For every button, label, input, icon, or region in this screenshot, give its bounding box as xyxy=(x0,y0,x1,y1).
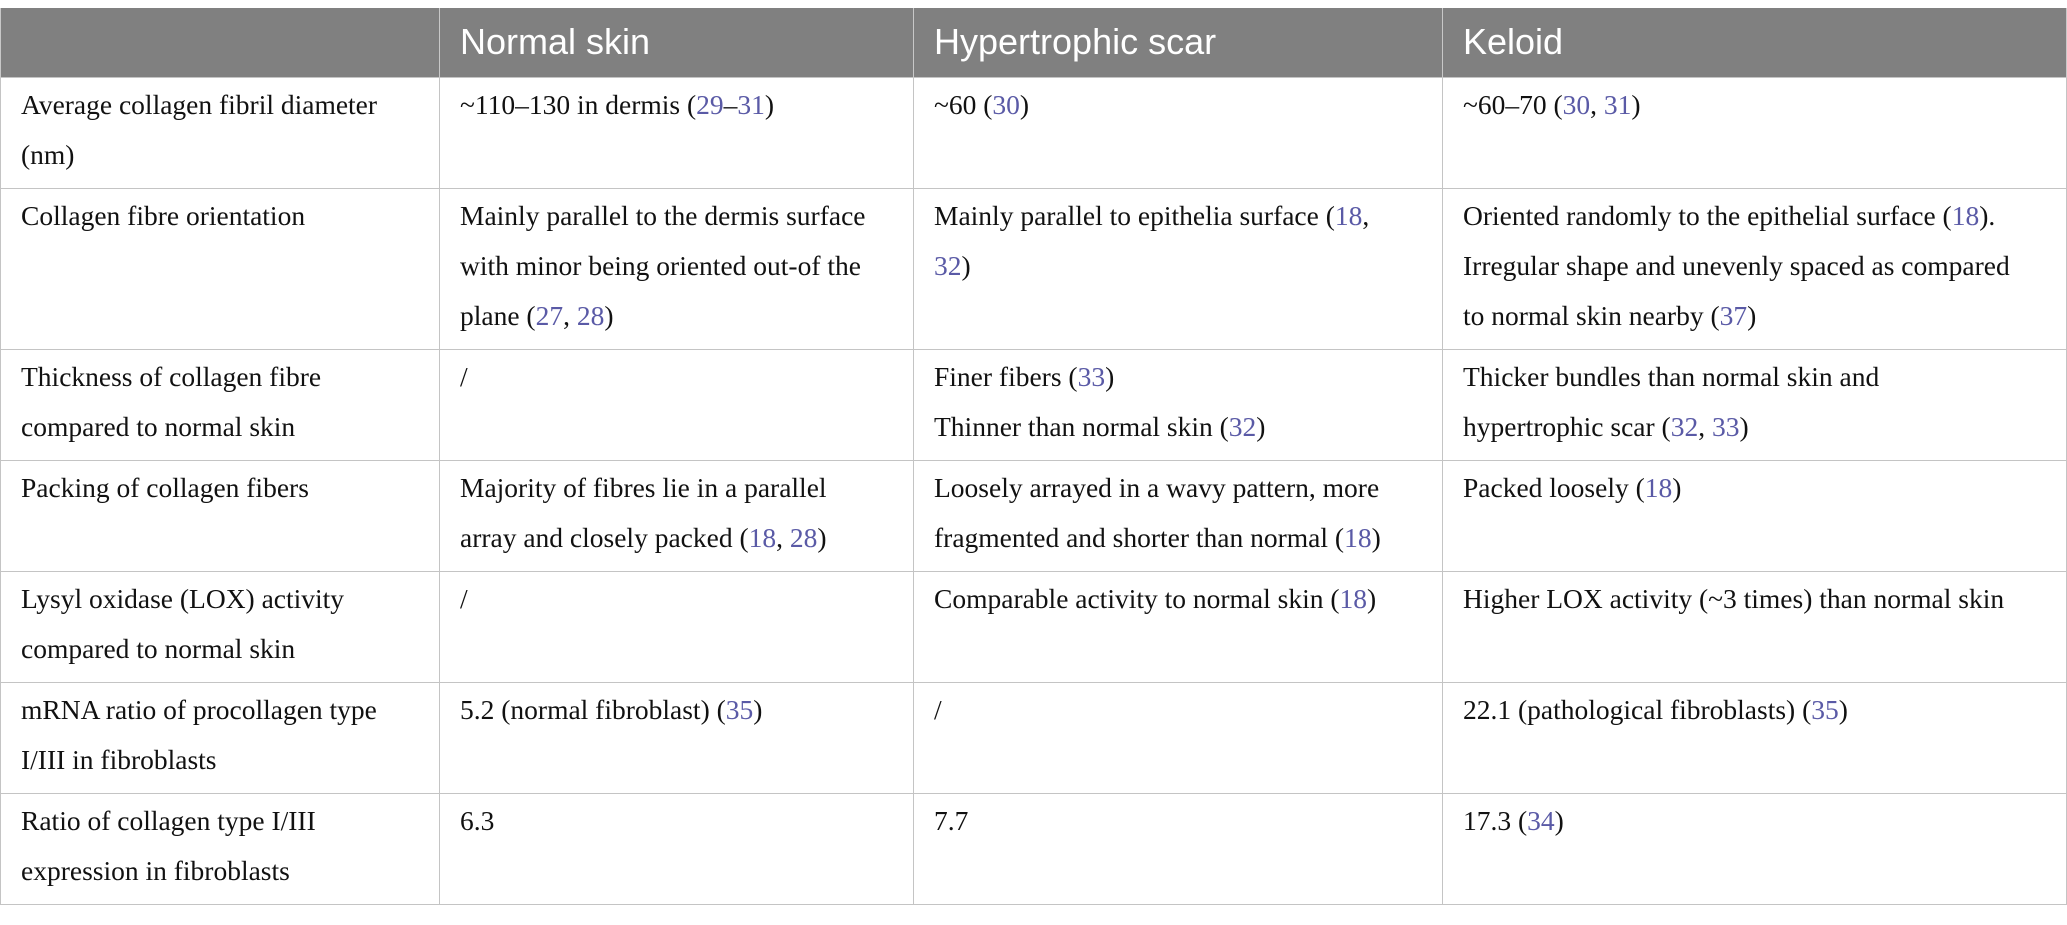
reference-link[interactable]: 35 xyxy=(1811,693,1839,725)
cell-text: 22.1 (pathological fibroblasts) ( xyxy=(1463,693,1812,725)
cell-text: 7.7 xyxy=(934,804,969,836)
cell-text: ) xyxy=(1371,521,1381,553)
table-row xyxy=(1,188,2067,349)
table-row xyxy=(1,77,2067,188)
cell-text: to normal skin nearby ( xyxy=(1463,299,1720,331)
cell-text: Majority of fibres lie in a parallel xyxy=(460,471,827,503)
cell-line xyxy=(934,513,1422,563)
reference-link[interactable]: 28 xyxy=(789,521,818,553)
reference-link[interactable]: 32 xyxy=(934,249,962,281)
reference-link[interactable]: 27 xyxy=(535,299,564,331)
cell-line: mRNA ratio of procollagen type xyxy=(21,693,377,725)
cell-text: Finer fibers ( xyxy=(934,360,1078,392)
cell-text: / xyxy=(934,693,942,725)
cell-text: Higher LOX activity (~3 times) than normal skin xyxy=(1463,582,2005,614)
cell-hypertrophic xyxy=(914,349,1443,460)
reference-link[interactable]: 32 xyxy=(1228,410,1257,442)
cell-text: 5.2 (normal fibroblast) ( xyxy=(460,693,726,725)
comparison-table xyxy=(0,8,2067,905)
cell-normal xyxy=(440,793,914,904)
reference-link[interactable]: 18 xyxy=(1344,521,1372,553)
cell-keloid xyxy=(1443,188,2067,349)
cell-text: Packed loosely ( xyxy=(1463,471,1645,503)
cell-line: compared to normal skin xyxy=(21,410,296,442)
cell-normal xyxy=(440,188,914,349)
cell-text: Comparable activity to normal skin ( xyxy=(934,582,1340,614)
cell-line xyxy=(1463,80,2046,130)
header-keloid: Keloid xyxy=(1443,8,2067,77)
table-row xyxy=(1,682,2067,793)
cell-text: plane ( xyxy=(460,299,536,331)
cell-text: , xyxy=(776,521,790,553)
cell-property xyxy=(1,349,440,460)
header-row xyxy=(1,8,2067,77)
cell-line: (nm) xyxy=(21,138,75,170)
cell-keloid xyxy=(1443,349,2067,460)
cell-line: Ratio of collagen type I/III xyxy=(21,804,316,836)
cell-text: ) xyxy=(764,88,775,120)
table-body xyxy=(1,77,2067,904)
reference-link[interactable]: 18 xyxy=(1334,199,1363,231)
cell-line xyxy=(460,352,893,402)
cell-text: ) xyxy=(1367,582,1377,614)
cell-text: , xyxy=(1362,199,1370,231)
cell-text: Thinner than normal skin ( xyxy=(934,410,1229,442)
cell-text: 17.3 ( xyxy=(1463,804,1528,836)
cell-text: ) xyxy=(753,693,763,725)
cell-text: hypertrophic scar ( xyxy=(1463,410,1671,442)
cell-keloid xyxy=(1443,77,2067,188)
cell-line xyxy=(934,574,1422,624)
cell-hypertrophic xyxy=(914,682,1443,793)
cell-normal xyxy=(440,682,914,793)
cell-text: , xyxy=(563,299,577,331)
cell-text: ) xyxy=(1672,471,1682,503)
cell-text: ) xyxy=(1838,693,1848,725)
cell-line: Average collagen fibril diameter xyxy=(21,88,378,120)
cell-text: ) xyxy=(817,521,827,553)
cell-text: ). xyxy=(1979,199,1996,231)
cell-line xyxy=(460,291,893,341)
cell-line xyxy=(934,463,1422,513)
cell-text: Loosely arrayed in a wavy pattern, more xyxy=(934,471,1380,503)
cell-text: ) xyxy=(1739,410,1749,442)
reference-link[interactable]: 31 xyxy=(737,88,765,120)
cell-text: ~60–70 ( xyxy=(1463,88,1563,120)
cell-text: ) xyxy=(1631,88,1641,120)
reference-link[interactable]: 29 xyxy=(696,88,724,120)
cell-normal xyxy=(440,349,914,460)
reference-link[interactable]: 28 xyxy=(576,299,605,331)
table-row xyxy=(1,349,2067,460)
cell-normal xyxy=(440,460,914,571)
reference-link[interactable]: 37 xyxy=(1719,299,1748,331)
reference-link[interactable]: 18 xyxy=(748,521,777,553)
cell-text: – xyxy=(723,88,738,120)
cell-line xyxy=(1463,574,2046,624)
cell-line xyxy=(460,574,893,624)
reference-link[interactable]: 33 xyxy=(1711,410,1740,442)
reference-link[interactable]: 30 xyxy=(1562,88,1591,120)
cell-line xyxy=(1463,191,2046,241)
cell-property xyxy=(1,571,440,682)
cell-line: expression in fibroblasts xyxy=(21,854,290,886)
cell-text: ) xyxy=(1105,360,1115,392)
cell-hypertrophic xyxy=(914,793,1443,904)
cell-property xyxy=(1,460,440,571)
table-row xyxy=(1,571,2067,682)
cell-keloid xyxy=(1443,793,2067,904)
cell-normal xyxy=(440,571,914,682)
cell-line xyxy=(1463,685,2046,735)
cell-property xyxy=(1,793,440,904)
cell-text: 6.3 xyxy=(460,804,495,836)
cell-keloid xyxy=(1443,571,2067,682)
cell-line xyxy=(460,685,893,735)
cell-line xyxy=(1463,241,2046,291)
cell-text: ) xyxy=(1747,299,1757,331)
cell-line xyxy=(1463,796,2046,846)
cell-text: Mainly parallel to the dermis surface xyxy=(460,199,866,231)
cell-line: Packing of collagen fibers xyxy=(21,471,309,503)
cell-text: / xyxy=(460,582,468,614)
cell-line xyxy=(460,796,893,846)
cell-text: ) xyxy=(1019,88,1030,120)
cell-hypertrophic xyxy=(914,77,1443,188)
table-row xyxy=(1,460,2067,571)
reference-link[interactable]: 31 xyxy=(1603,88,1632,120)
cell-hypertrophic xyxy=(914,571,1443,682)
cell-text: ) xyxy=(961,249,971,281)
cell-normal xyxy=(440,77,914,188)
cell-hypertrophic xyxy=(914,460,1443,571)
cell-line xyxy=(934,685,1422,735)
cell-line xyxy=(1463,463,2046,513)
cell-property xyxy=(1,77,440,188)
cell-line xyxy=(460,463,893,513)
cell-text: array and closely packed ( xyxy=(460,521,749,553)
cell-property xyxy=(1,188,440,349)
reference-link[interactable]: 18 xyxy=(1339,582,1368,614)
cell-line xyxy=(1463,402,2046,452)
cell-text: ~110–130 in dermis ( xyxy=(460,88,697,120)
cell-hypertrophic xyxy=(914,188,1443,349)
cell-property xyxy=(1,682,440,793)
reference-link[interactable]: 30 xyxy=(992,88,1020,120)
cell-keloid xyxy=(1443,682,2067,793)
cell-line xyxy=(934,80,1422,130)
reference-link[interactable]: 34 xyxy=(1527,804,1555,836)
cell-text: , xyxy=(1590,88,1604,120)
header-property xyxy=(1,8,440,77)
reference-link[interactable]: 18 xyxy=(1951,199,1980,231)
cell-line xyxy=(1463,352,2046,402)
table-row xyxy=(1,793,2067,904)
cell-text: Oriented randomly to the epithelial surface ( xyxy=(1463,199,1952,231)
cell-text: Thicker bundles than normal skin and xyxy=(1463,360,1880,392)
cell-text: , xyxy=(1698,410,1712,442)
cell-line: Thickness of collagen fibre xyxy=(21,360,322,392)
cell-line xyxy=(460,513,893,563)
cell-text: with minor being oriented out-of the xyxy=(460,249,861,281)
cell-line xyxy=(934,191,1422,241)
cell-line xyxy=(460,80,893,130)
cell-text: ) xyxy=(1256,410,1266,442)
cell-text: ) xyxy=(604,299,614,331)
cell-text: / xyxy=(460,360,468,392)
reference-link[interactable]: 33 xyxy=(1077,360,1106,392)
cell-text: Irregular shape and unevenly spaced as compared xyxy=(1463,249,2010,281)
cell-line: Collagen fibre orientation xyxy=(21,199,306,231)
cell-line xyxy=(460,191,893,241)
cell-line xyxy=(934,402,1422,452)
header-hypertrophic-scar: Hypertrophic scar xyxy=(914,8,1443,77)
cell-line: I/III in fibroblasts xyxy=(21,743,217,775)
cell-line xyxy=(934,241,1422,291)
cell-line xyxy=(934,352,1422,402)
cell-text: ~60 ( xyxy=(934,88,993,120)
reference-link[interactable]: 35 xyxy=(725,693,754,725)
cell-line xyxy=(934,796,1422,846)
cell-text: Mainly parallel to epithelia surface ( xyxy=(934,199,1335,231)
header-normal-skin: Normal skin xyxy=(440,8,914,77)
cell-line xyxy=(460,241,893,291)
cell-keloid xyxy=(1443,460,2067,571)
cell-text: ) xyxy=(1554,804,1564,836)
cell-line xyxy=(1463,291,2046,341)
reference-link[interactable]: 18 xyxy=(1644,471,1673,503)
cell-text: fragmented and shorter than normal ( xyxy=(934,521,1345,553)
cell-line: Lysyl oxidase (LOX) activity xyxy=(21,582,345,614)
reference-link[interactable]: 32 xyxy=(1670,410,1699,442)
cell-line: compared to normal skin xyxy=(21,632,296,664)
